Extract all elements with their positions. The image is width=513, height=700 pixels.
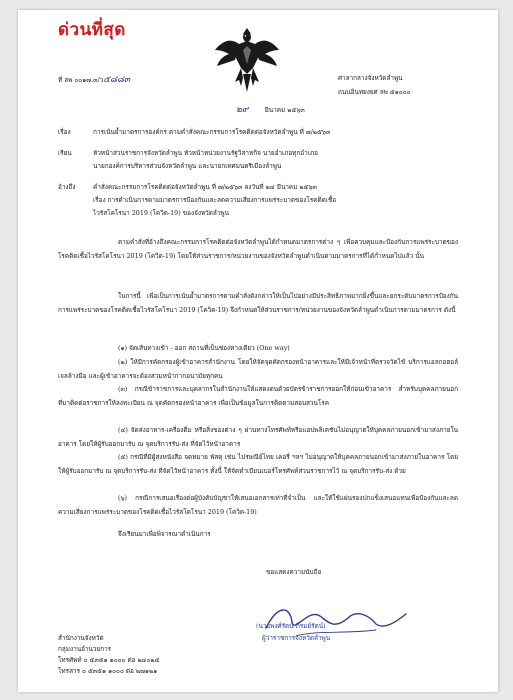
footer-office: สำนักงานจังหวัด — [58, 634, 104, 642]
regards-text: ขอแสดงความนับถือ — [266, 568, 322, 576]
signer-position: ผู้ว่าราชการจังหวัดลำพูน — [262, 634, 331, 642]
garuda-emblem-icon — [213, 28, 281, 92]
measure-item-5: (๕) กรณีที่มีผู้ส่งหนังสือ จดหมาย พัสดุ เช่น ไปรษณีย์ไทย เคอรี่ ฯลฯ ไม่อนุญาตให้บุคคลภายนอกเข้ามาส่งภายในอาคาร โดยให้ผู้รับออกมารับ ณ จุดบริการรับ-ส่ง ที่จัดไว้หน้าอาคาร ทั้งนี้ ให้จัดทำเบียนเบอร์โทรศัพท์ส่วนราชการไว้ ณ จุดบริการรับ-ส่ง ด้วย — [58, 453, 458, 475]
measure-item-6: (๖) กรณีการเสนอเรื่องต่อผู้บังคับบัญชาให้เสนอเอกสารเท่าที่จำเป็น และให้ใช้แผ่นรองปกแข็งเสนอแทนเพื่อป้องกันและลดความเสี่ยงการแพร่ระบาดของโรคติดเชื้อไวรัสโคโรนา 2019 (โควิด-19) — [58, 494, 458, 516]
measure-item-2: (๒) ให้มีการคัดกรองผู้เข้าอาคารสำนักงาน โดยให้จัดจุดคัดกรองหน้าอาคารและให้มีเจ้าหน้าที่ตรวจวัดไข้ บริการแอลกอฮอล์เจลล้างมือ และผู้เข้าอาคารจะต้องสวมหน้ากากอนามัยทุกคน — [58, 358, 458, 380]
body-paragraph-2: ในการนี้ เพื่อเป็นการเน้นย้ำมาตรการตามคำสั่งดังกล่าวให้เป็นไปอย่างมีประสิทธิภาพมากยิ่งขึ้นและยกระดับมาตรการป้องกันการแพร่ระบาดของโรคติดเชื้อไวรัสโคโรนา 2019 (โควิด-19) จึงกำหนดให้ส่วนราชการ/หน่วยงานของจังหวัดลำพูนดำเนินการตามมาตรการ ดังนี้ — [58, 292, 458, 314]
reference-line-1: คำสั่งคณะกรรมการโรคติดต่อจังหวัดลำพูน ที่ ๗/๒๕๖๓ ลงวันที่ ๒๔ มีนาคม ๒๕๖๓ — [93, 183, 317, 191]
recipient-label: เรียน — [58, 149, 72, 157]
date-month-year: มีนาคม ๒๕๖๓ — [264, 106, 305, 114]
footer-phone: โทรศัพท์ ๐ ๕๓๕๑ ๑๐๐๐ ต่อ ๒๔๐๒๕ — [58, 656, 160, 664]
measure-item-1: (๑) จัดเส้นทางเข้า - ออก สถานที่เป็นช่องทางเดียว (One way) — [118, 344, 290, 352]
reference-label: อ้างถึง — [58, 183, 76, 191]
urgency-label: ด่วนที่สุด — [58, 20, 126, 40]
date-day-handwritten: ๒๙ — [236, 105, 249, 115]
issuer-line-2: ถนนอินทยงยศ ลพ ๕๑๐๐๐ — [338, 88, 411, 96]
footer-group: กลุ่มงานอำนวยการ — [58, 645, 112, 653]
footer-fax: โทรสาร ๐ ๕๓๕๑ ๑๐๐๐ ต่อ ๒๗๑๒๑ — [58, 667, 158, 675]
subject-label: เรื่อง — [58, 128, 71, 136]
doc-number — [58, 76, 130, 85]
measure-item-3: (๓) กรณีข้าราชการและบุคลากรในสำนักงานให้แสดงตนด้วยบัตรข้าราชการออกให้ก่อนเข้าอาคาร สำหรับบุคคลภายนอกที่มาติดต่อราชการให้ลงทะเบียน ณ จุดคัดกรองหน้าอาคาร เพื่อเป็นข้อมูลในการติดตามสอบสวนโรค — [58, 385, 458, 407]
signer-name: (นายพงศ์รัตน์ ภิรมย์รัตน์) — [256, 622, 326, 630]
measure-item-4: (๔) จัดส่งอาหาร-เครื่องดื่ม หรือสิ่งของต่าง ๆ ผ่านทางโทรศัพท์หรือแอปพลิเคชันไม่อนุญาตให้บุคคลภายนอกเข้ามาส่งภายในอาคาร โดยให้ผู้รับออกมารับ ณ จุดบริการรับ-ส่ง ที่จัดไว้หน้าอาคาร — [58, 426, 458, 448]
recipient-line-2: นายกองค์การบริหารส่วนจังหวัดลำพูน และนายกเทศมนตรีเมืองลำพูน — [93, 162, 282, 170]
closing-line: จึงเรียนมาเพื่อพิจารณาดำเนินการ — [118, 530, 211, 538]
reference-line-2: เรื่อง การดำเนินการตามมาตรการป้องกันและลดความเสี่ยงการแพร่ระบาดของโรคติดเชื้อ — [93, 196, 337, 204]
subject-text: การเน้นย้ำมาตรการองค์กร ตามคำสั่งคณะกรรมการโรคติดต่อจังหวัดลำพูน ที่ ๗/๒๕๖๓ — [93, 128, 331, 136]
reference-line-3: ไวรัสโคโรนา 2019 (โควิด-19) ของจังหวัดลำพูน — [93, 209, 229, 217]
document-date — [236, 106, 305, 115]
issuer-line-1: ศาลากลางจังหวัดลำพูน — [338, 74, 403, 82]
recipient-line-1: หัวหน้าส่วนราชการจังหวัดลำพูน หัวหน้าหน่วยงานรัฐวิสาหกิจ นายอำเภอทุกอำเภอ — [93, 149, 318, 157]
body-paragraph-1: ตามคำสั่งที่อ้างถึงคณะกรรมการโรคติดต่อจังหวัดลำพูนได้กำหนดมาตรการต่าง ๆ เพื่อควบคุมและป้องกันการแพร่ระบาดของโรคติดเชื้อไวรัสโคโรนา 2019 (โควิด-19) โดยให้ส่วนราชการ/หน่วยงานของจังหวัดลำพูนดำเนินตามมาตรการที่ได้กำหนดไปแล้ว นั้น — [58, 238, 458, 260]
doc-number-prefix: ที่ ลพ ๐๐๑๗.๓/ว — [58, 76, 104, 84]
doc-number-handwritten: ๕๘๘๓ — [103, 75, 131, 85]
document-page — [18, 10, 498, 692]
